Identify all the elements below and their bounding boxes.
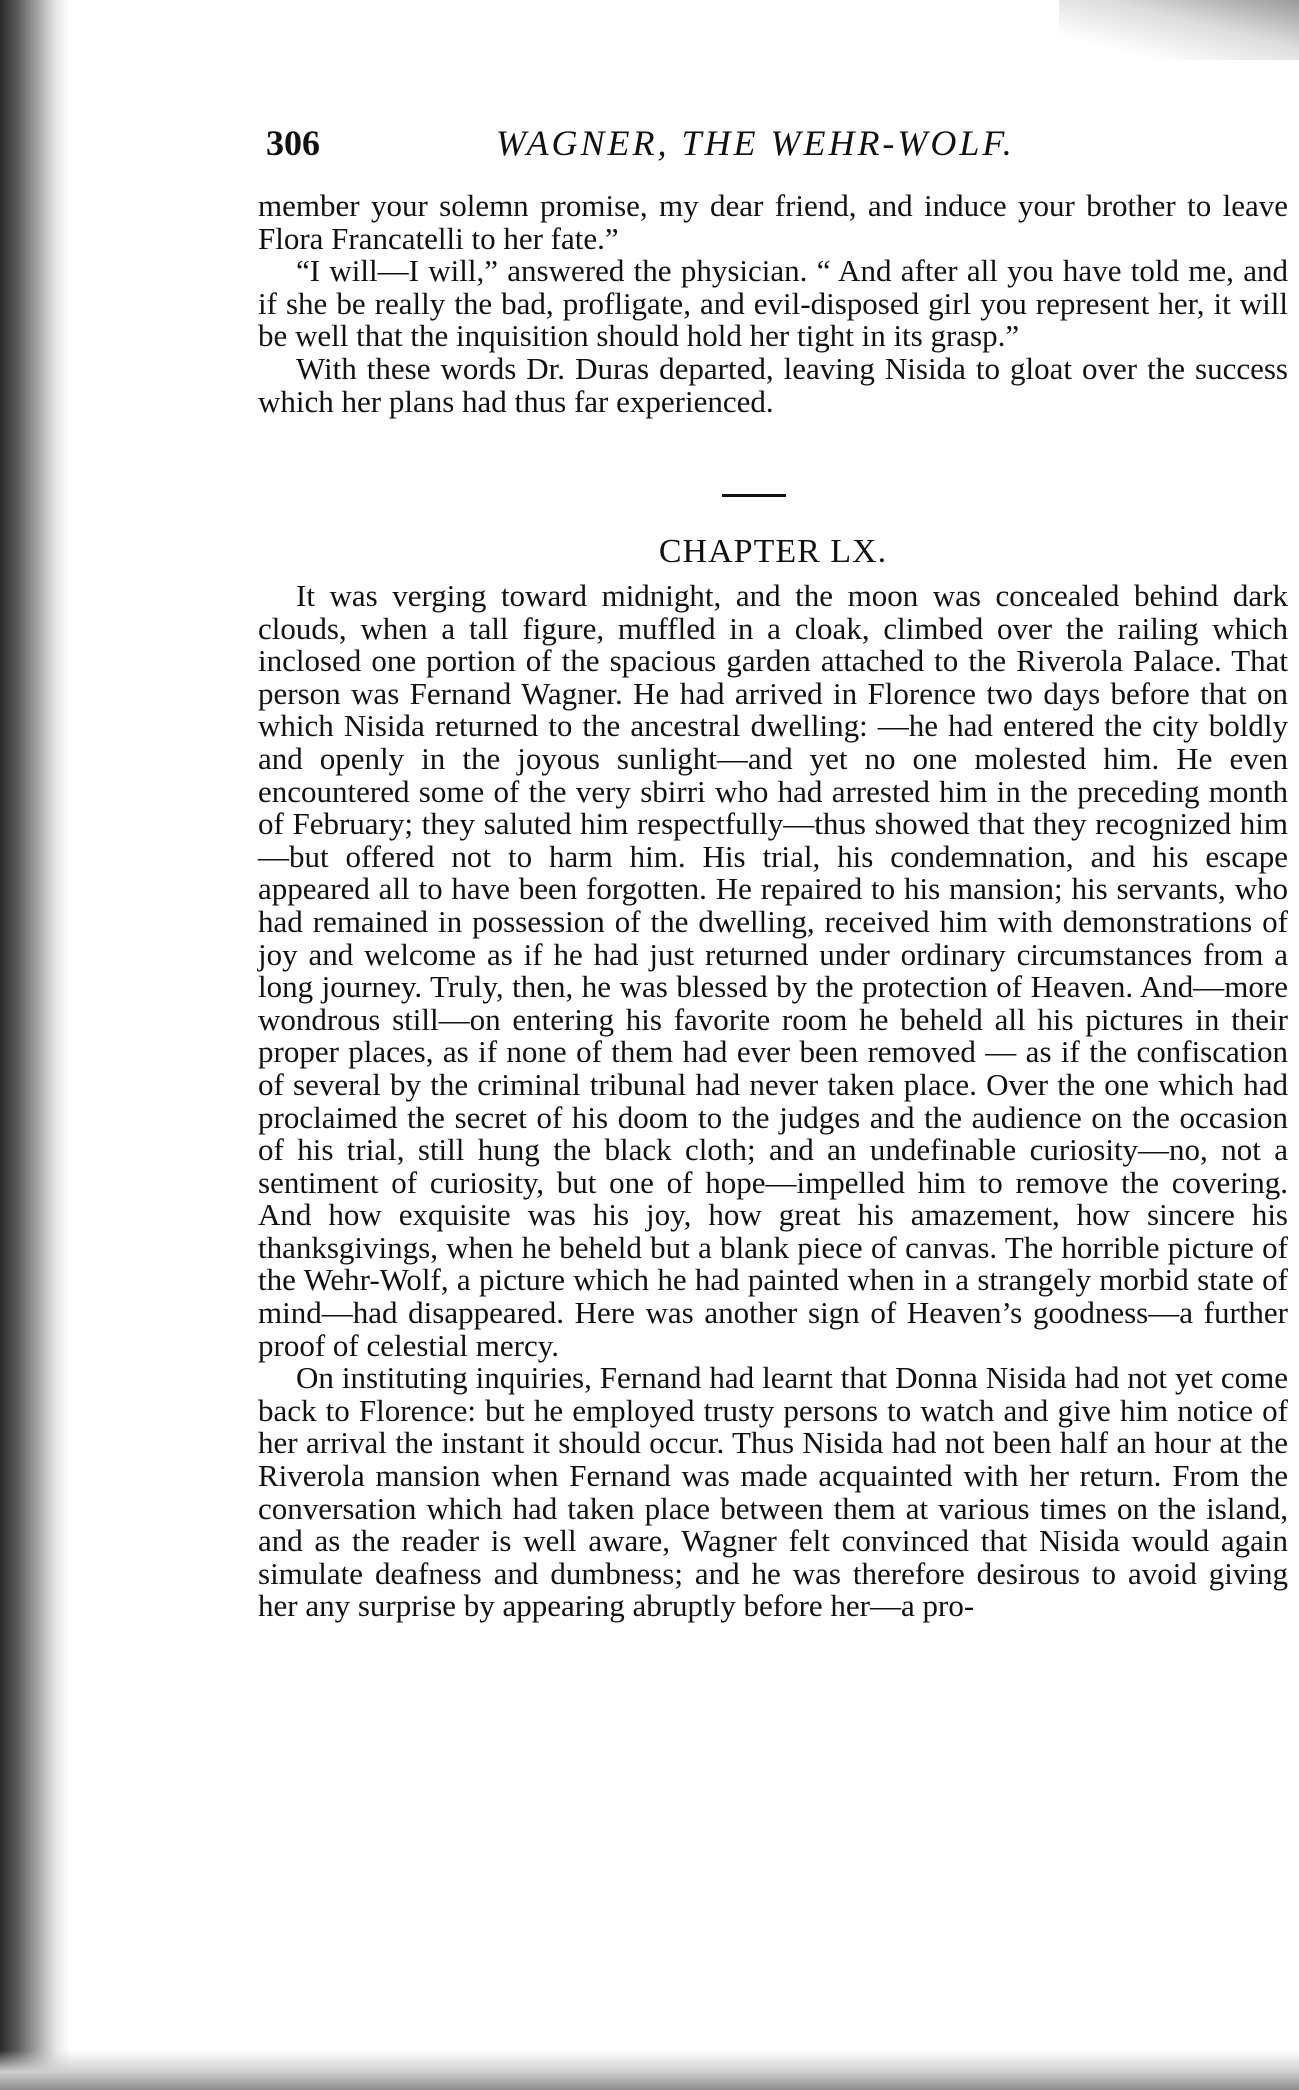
chapter-heading: CHAPTER LX. <box>658 533 888 570</box>
page-bottom-edge-shadow <box>0 2050 1299 2090</box>
running-head <box>266 118 1286 168</box>
paragraph: It was verging toward midnight, and the moon was concealed behind dark clouds, when a tall figure, muffled in a cloak, climbed over the railing which inclosed one portion of the spacious garden attached to the Riverola Palace. That person was Fernand Wagner. He had arrived in Florence two days before that on which Nisida returned to the ancestral dwelling: —he had entered the city boldly and openly in the joyous sunlight—and yet no one molested him. He even encountered some of the very sbirri who had arrested him in the preceding month of February; they saluted him respectfully—thus showed that they recognized him—but offered not to harm him. His trial, his condemnation, and his escape appeared all to have been forgotten. He repaired to his mansion; his servants, who had remained in possession of the dwelling, received him with demonstrations of joy and welcome as if he had just returned under ordinary circumstances from a long journey. Truly, then, he was blessed by the protection of Heaven. And—more wondrous still—on entering his favorite room he beheld all his pictures in their proper places, as if none of them had ever been removed — as if the confiscation of several by the criminal tribunal had never taken place. Over the one which had proclaimed the secret of his doom to the judges and the audience on the occasion of his trial, still hung the black cloth; and an undefinable curiosity—no, not a sentiment of curiosity, but one of hope—impelled him to remove the covering. And how exquisite was his joy, how great his amazement, how sincere his thanksgivings, when he beheld but a blank piece of canvas. The horrible picture of the Wehr-Wolf, a picture which he had painted when in a strangely morbid state of mind—had disappeared. Here was another sign of Heaven’s goodness—a further proof of celestial mercy. <box>258 578 1288 1363</box>
page-number: 306 <box>266 123 320 163</box>
paragraph: “I will—I will,” answered the physician. “ And after all you have told me, and if she be really the bad, profligate, and evil-disposed girl you represent her, it will be well that the inquisition should hold her tight in its grasp.” <box>258 253 1288 354</box>
page-corner-smudge <box>1059 0 1299 60</box>
chapter-body <box>258 580 1288 1623</box>
previous-chapter-ending <box>258 190 1288 418</box>
section-divider <box>722 494 786 497</box>
paragraph: With these words Dr. Duras departed, leaving Nisida to gloat over the success which her plans had thus far experienced. <box>258 350 1288 419</box>
paragraph: On instituting inquiries, Fernand had learnt that Donna Nisida had not yet come back to Florence: but he employed trusty persons to watch and give him notice of her arrival the instant it should occur. Thus Nisida had not been half an hour at the Riverola mansion when Fernand was made acquainted with her return. From the conversation which had taken place between them at various times on the island, and as the reader is well aware, Wagner felt convinced that Nisida would again simulate deafness and dumbness; and he was therefore desirous to avoid giving her any surprise by appearing abruptly before her—a pro- <box>258 1360 1288 1624</box>
page-left-edge-shadow <box>0 0 70 2090</box>
running-title: WAGNER, THE WEHR-WOLF. <box>496 123 1015 163</box>
paragraph-continuation: member your solemn promise, my dear friend, and induce your brother to leave Flora Francatelli to her fate.” <box>258 188 1288 256</box>
